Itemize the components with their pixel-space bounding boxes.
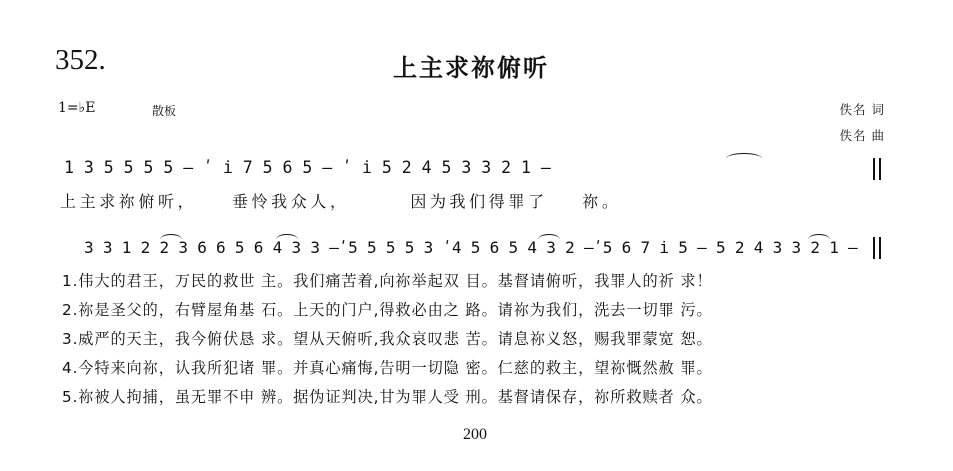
verse-line: 1.伟大的君王，万民的救世 主。我们痛苦着,向祢举起双 目。基督请俯听，我罪人的祈 求！ <box>62 272 713 290</box>
lyricist-credit: 佚名 词 <box>839 102 885 117</box>
key-signature: 1=♭E <box>58 100 96 116</box>
barline <box>873 158 875 180</box>
notation-line-1: 1 3 5 5 5 5 – ʹ i̇ 7 5 6 5 – ʹ i̇ 5 2 4 5 3 3 2 1 – <box>64 158 551 177</box>
hymn-title: 上主求祢俯听 <box>393 54 549 82</box>
barline <box>879 237 881 259</box>
barline <box>879 158 881 180</box>
notation-line-2: 3 3 1 2 2 3 6 6 5 6 4 3 3 –ʹ5 5 5 5 3 ʹ4 5 6 5 4 3 2 –ʹ5 6 7 i̇ 5 – 5 2 4 3 3 2 1 – <box>84 238 858 257</box>
tie-mark <box>808 234 830 245</box>
tie-mark <box>160 234 182 245</box>
composer-credit: 佚名 曲 <box>839 128 885 143</box>
tie-mark <box>276 234 298 245</box>
tie-mark <box>538 234 560 245</box>
tempo-marking: 散板 <box>152 104 177 118</box>
hymn-number: 352. <box>55 44 106 76</box>
tie-mark <box>726 153 762 164</box>
page-number: 200 <box>463 426 487 443</box>
verse-line: 4.今特来向祢，认我所犯诸 罪。并真心痛悔,告明一切隐 密。仁慈的救主，望祢慨然赦 罪。 <box>62 359 713 377</box>
lyrics-line-1: 上主求祢俯听， 垂怜我众人， 因为我们得罪了 祢。 <box>60 192 622 211</box>
verse-line: 3.威严的天主，我今俯伏恳 求。望从天俯听,我众哀叹悲 苦。请息祢义怒，赐我罪蒙宽 恕。 <box>62 330 713 348</box>
verse-line: 5.祢被人拘捕，虽无罪不申 辨。据伪证判决,甘为罪人受 刑。基督请保存，祢所救赎者 众。 <box>62 388 713 406</box>
verse-line: 2.祢是圣父的，右臂屋角基 石。上天的门户,得救必由之 路。请祢为我们，洗去一切罪 污。 <box>62 301 713 319</box>
barline <box>873 237 875 259</box>
